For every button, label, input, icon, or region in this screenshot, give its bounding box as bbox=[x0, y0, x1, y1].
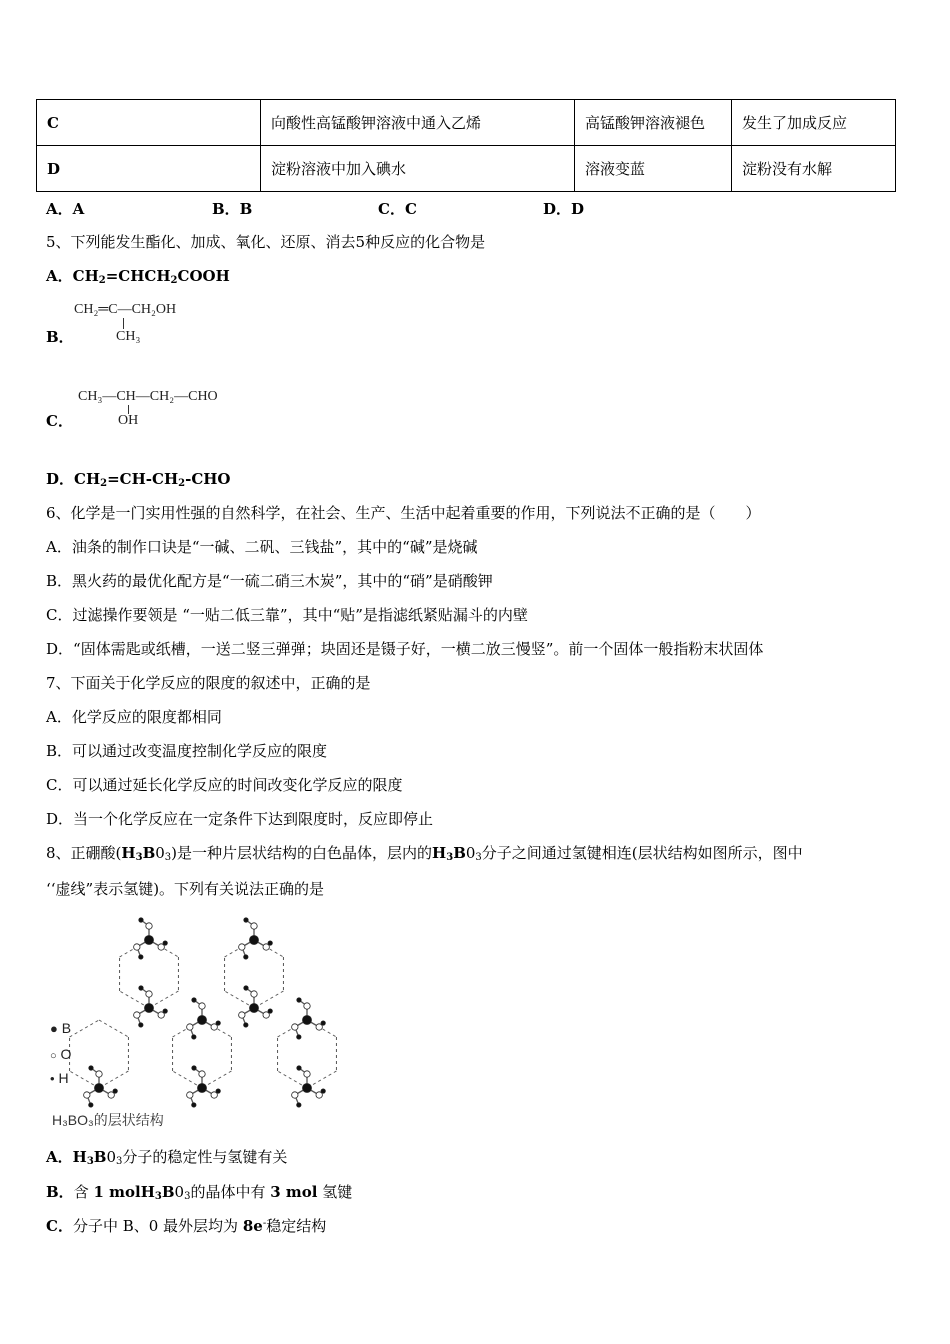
oxygen-atom bbox=[304, 1071, 310, 1077]
boron-atom bbox=[250, 1004, 259, 1013]
hydrogen-atom bbox=[139, 955, 143, 959]
row-label: C bbox=[37, 100, 261, 146]
boron-atom bbox=[303, 1016, 312, 1025]
hydrogen-atom bbox=[244, 955, 248, 959]
hydrogen-atom bbox=[244, 986, 248, 990]
hydrogen-bond-line bbox=[254, 991, 283, 1008]
hydrogen-atom bbox=[163, 941, 167, 945]
q8-option-c: C．分子中 B、0 最外层均为 8e-稳定结构 bbox=[46, 1217, 327, 1235]
q4-choice-c: C．C bbox=[378, 200, 417, 218]
q6-option-b: B．黑火药的最优化配方是“一硫二硝三木炭”，其中的“硝”是硝酸钾 bbox=[46, 572, 493, 590]
hydrogen-atom bbox=[244, 1023, 248, 1027]
hydrogen-bond-line bbox=[278, 1071, 307, 1088]
row-conclusion: 发生了加成反应 bbox=[732, 100, 896, 146]
boron-atom bbox=[95, 1084, 104, 1093]
q4-choice-d: D．D bbox=[543, 200, 585, 218]
boron-atom bbox=[198, 1016, 207, 1025]
q7-option-a: A．化学反应的限度都相同 bbox=[46, 708, 222, 726]
hydrogen-atom bbox=[139, 986, 143, 990]
oxygen-atom bbox=[187, 1092, 193, 1098]
oxygen-atom bbox=[199, 1071, 205, 1077]
q8-option-b: B．含 1 $molH_3B0_3$的晶体中有 3 mol 氢键 bbox=[46, 1183, 353, 1202]
q7-stem: 7、下面关于化学反应的限度的叙述中，正确的是 bbox=[46, 674, 371, 692]
oxygen-atom bbox=[199, 1003, 205, 1009]
bond-line bbox=[123, 318, 124, 329]
hydrogen-atom bbox=[297, 1035, 301, 1039]
hydrogen-atom bbox=[216, 1089, 220, 1093]
oxygen-atom bbox=[96, 1071, 102, 1077]
h3bo3-structure-figure bbox=[44, 912, 364, 1137]
hydrogen-bond-line bbox=[225, 991, 254, 1008]
oxygen-atom bbox=[84, 1092, 90, 1098]
hydrogen-atom bbox=[139, 918, 143, 922]
hydrogen-bond-line bbox=[307, 1071, 336, 1088]
legend-oxygen: ○ O bbox=[50, 1046, 72, 1062]
hydrogen-atom bbox=[297, 1103, 301, 1107]
row-conclusion: 淀粉没有水解 bbox=[732, 146, 896, 192]
hydrogen-atom bbox=[297, 998, 301, 1002]
hydrogen-atom bbox=[139, 1023, 143, 1027]
boron-atom bbox=[198, 1084, 207, 1093]
q5-option-b-structure: CH₂═C—CH₂OH bbox=[74, 302, 177, 317]
hydrogen-bond-line bbox=[99, 1020, 128, 1037]
oxygen-atom bbox=[251, 991, 257, 997]
oxygen-atom bbox=[146, 991, 152, 997]
q7-option-b: B．可以通过改变温度控制化学反应的限度 bbox=[46, 742, 328, 760]
hydrogen-bond-line bbox=[120, 991, 149, 1008]
q8-option-a: A．$H_3B0_3$分子的稳定性与氢键有关 bbox=[46, 1148, 288, 1167]
q5-option-b-prefix: B． bbox=[46, 328, 74, 346]
boron-atom bbox=[145, 936, 154, 945]
hydrogen-atom bbox=[192, 1066, 196, 1070]
q5-option-c-prefix: C． bbox=[46, 412, 73, 430]
oxygen-atom bbox=[251, 923, 257, 929]
hydrogen-atom bbox=[192, 998, 196, 1002]
legend-hydrogen: • H bbox=[50, 1070, 69, 1086]
q5-option-a: A．$CH_2=CHCH_2COOH$ bbox=[46, 267, 230, 286]
table-row bbox=[37, 100, 896, 146]
hydrogen-atom bbox=[268, 941, 272, 945]
oxygen-atom bbox=[146, 923, 152, 929]
q7-option-c: C．可以通过延长化学反应的时间改变化学反应的限度 bbox=[46, 776, 403, 794]
hydrogen-atom bbox=[89, 1066, 93, 1070]
hydrogen-atom bbox=[216, 1021, 220, 1025]
q5-option-b-branch: CH₃ bbox=[116, 329, 141, 344]
q8-stem-line2: ‘‘虚线”表示氢键)。下列有关说法正确的是 bbox=[46, 880, 325, 898]
boron-dot-icon: ● bbox=[50, 1021, 58, 1036]
oxygen-atom bbox=[292, 1024, 298, 1030]
hydrogen-atom bbox=[163, 1009, 167, 1013]
boron-atom bbox=[145, 1004, 154, 1013]
hydrogen-bond-line bbox=[202, 1071, 231, 1088]
hydrogen-atom bbox=[89, 1103, 93, 1107]
oxygen-atom bbox=[134, 1012, 140, 1018]
q4-choice-b: B．B bbox=[212, 200, 253, 218]
q6-stem: 6、化学是一门实用性强的自然科学，在社会、生产、生活中起着重要的作用，下列说法不正确的是（ ） bbox=[46, 504, 761, 522]
row-phenomenon: 溶液变蓝 bbox=[575, 146, 732, 192]
hydrogen-atom bbox=[192, 1103, 196, 1107]
row-operation: 淀粉溶液中加入碘水 bbox=[261, 146, 575, 192]
hydrogen-atom bbox=[297, 1066, 301, 1070]
q5-option-c-structure: CH₃—CH—CH₂—CHO bbox=[78, 389, 218, 404]
row-label: D bbox=[37, 146, 261, 192]
boron-atom bbox=[250, 936, 259, 945]
oxygen-circle-icon: ○ bbox=[50, 1050, 57, 1062]
q7-option-d: D．当一个化学反应在一定条件下达到限度时，反应即停止 bbox=[46, 810, 434, 828]
hydrogen-atom bbox=[321, 1021, 325, 1025]
q5-stem: 5、下列能发生酯化、加成、氧化、还原、消去5种反应的化合物是 bbox=[46, 233, 486, 251]
q5-option-d: D．$CH_2=CH-CH_2$-CHO bbox=[46, 470, 231, 489]
row-operation: 向酸性高锰酸钾溶液中通入乙烯 bbox=[261, 100, 575, 146]
q5-option-c-branch: OH bbox=[118, 413, 139, 428]
oxygen-atom bbox=[239, 944, 245, 950]
boron-atom bbox=[303, 1084, 312, 1093]
oxygen-atom bbox=[304, 1003, 310, 1009]
oxygen-atom bbox=[134, 944, 140, 950]
oxygen-atom bbox=[292, 1092, 298, 1098]
hydrogen-bond-line bbox=[173, 1071, 202, 1088]
hydrogen-atom bbox=[113, 1089, 117, 1093]
row-phenomenon: 高锰酸钾溶液褪色 bbox=[575, 100, 732, 146]
hydrogen-bond-line bbox=[149, 991, 178, 1008]
options-table bbox=[36, 99, 896, 192]
q8-stem-line1: 8、正硼酸$(H_3B0_3)$是一种片层状结构的白色晶体，层内的$H_3B0_3$分子之间通过氢键相连(层状结构如图所示，图中 bbox=[46, 844, 803, 863]
hydrogen-atom bbox=[244, 918, 248, 922]
hydrogen-dot-icon: • bbox=[50, 1071, 55, 1086]
q6-option-c: C．过滤操作要领是 “一贴二低三靠”，其中“贴”是指滤纸紧贴漏斗的内壁 bbox=[46, 606, 528, 624]
oxygen-atom bbox=[239, 1012, 245, 1018]
hydrogen-atom bbox=[268, 1009, 272, 1013]
hydrogen-bond-line bbox=[99, 1071, 128, 1088]
oxygen-atom bbox=[187, 1024, 193, 1030]
figure-caption: H₃BO₃的层状结构 bbox=[52, 1112, 164, 1128]
table-row bbox=[37, 146, 896, 192]
q6-option-a: A．油条的制作口诀是“一碱、二矾、三钱盐”，其中的“碱”是烧碱 bbox=[46, 538, 478, 556]
q6-option-d: D．“固体需匙或纸槽，一送二竖三弹弹；块固还是镊子好，一横二放三慢竖”。前一个固体一般指粉末状固体 bbox=[46, 640, 764, 658]
legend-boron: ● B bbox=[50, 1020, 72, 1036]
hydrogen-atom bbox=[321, 1089, 325, 1093]
hydrogen-bond-line bbox=[70, 1071, 99, 1088]
q4-choice-a: A．A bbox=[46, 200, 85, 218]
hydrogen-bond-line bbox=[70, 1020, 99, 1037]
hydrogen-atom bbox=[192, 1035, 196, 1039]
